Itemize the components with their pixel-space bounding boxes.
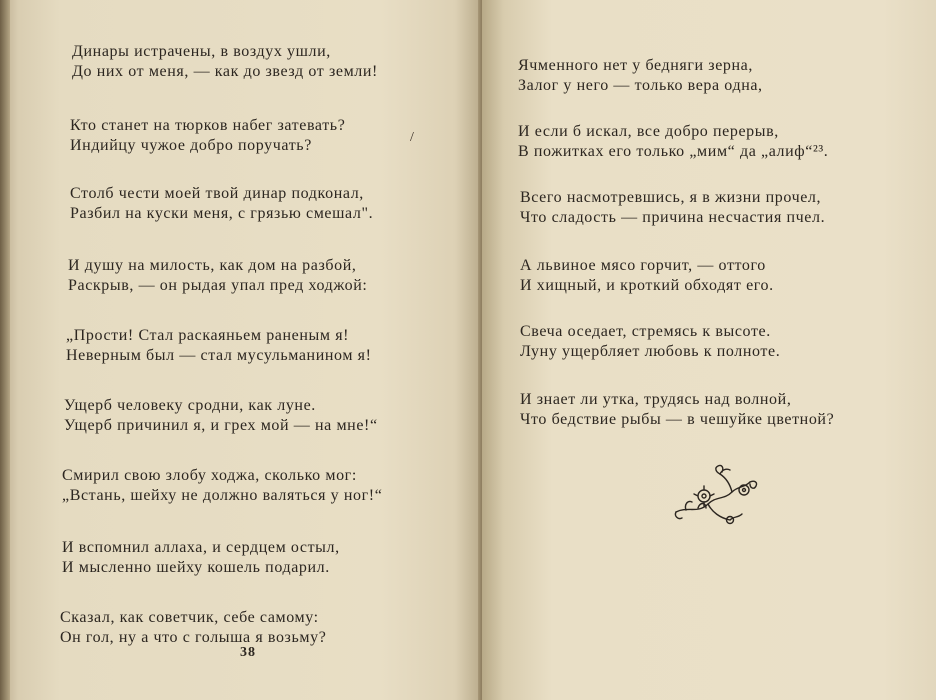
verse-line: Свеча оседает, стремясь к высоте.: [520, 323, 771, 340]
verse-line: Ущерб человеку сродни, как луне.: [64, 397, 316, 414]
stanza: [520, 390, 834, 430]
verse-line: Что сладость — причина несчастия пчел.: [520, 209, 826, 226]
verse-line: До них от меня, — как до звезд от земли!: [72, 63, 378, 80]
right-page: [482, 0, 936, 700]
verse-line: Индийцу чужое добро поручать?: [70, 137, 312, 154]
stanza: [70, 184, 373, 224]
stanza: [60, 608, 326, 648]
verse-line: Что бедствие рыбы — в чешуйке цветной?: [520, 411, 835, 428]
verse-line: Всего насмотревшись, я в жизни прочел,: [520, 189, 822, 206]
verse-line: Динары истрачены, в воздух ушли,: [72, 43, 331, 60]
page-edge: [0, 0, 10, 700]
verse-line: Раскрыв, — он рыдая упал пред ходжой:: [68, 277, 368, 294]
verse-line: И мысленно шейху кошель подарил.: [62, 559, 330, 576]
stanza: [66, 326, 372, 366]
verse-line: Сказал, как советчик, себе самому:: [60, 609, 319, 626]
verse-line: Он гол, ну а что с голыша я возьму?: [60, 629, 327, 646]
verse-line: Луну ущербляет любовь к полноте.: [520, 343, 781, 360]
verse-line: И хищный, и кроткий обходят его.: [520, 277, 774, 294]
verse-line: И вспомнил аллаха, и сердцем остыл,: [62, 539, 340, 556]
verse-line: Неверным был — стал мусульманином я!: [66, 347, 372, 364]
verse-line: „Встань, шейху не должно валяться у ног!“: [62, 487, 383, 504]
floral-vignette-icon: [672, 462, 762, 533]
page-number: 38: [240, 645, 256, 660]
stanza: [70, 116, 345, 156]
verse-line: Кто станет на тюрков набег затевать?: [70, 117, 346, 134]
stanza: [68, 256, 367, 296]
verse-line: А львиное мясо горчит, — оттого: [520, 257, 766, 274]
verse-line: И знает ли утка, трудясь над волной,: [520, 391, 792, 408]
verse-line: Залог у него — только вера одна,: [518, 77, 763, 94]
verse-line: И душу на милость, как дом на разбой,: [68, 257, 357, 274]
stanza: [520, 256, 774, 296]
stanza: [64, 396, 378, 436]
stray-mark: /: [410, 130, 414, 145]
verse-line: Ущерб причинил я, и грех мой — на мне!“: [64, 417, 378, 434]
stanza: [62, 538, 340, 578]
verse-line: И если б искал, все добро перерыв,: [518, 123, 779, 140]
stanza: [520, 188, 825, 228]
stanza: [518, 56, 763, 96]
stanza: [62, 466, 382, 506]
verse-line: „Прости! Стал раскаяньем раненым я!: [66, 327, 350, 344]
stanza: [518, 122, 828, 162]
verse-line: Ячменного нет у бедняги зерна,: [518, 57, 753, 74]
verse-line: Столб чести моей твой динар подконал,: [70, 185, 364, 202]
verse-line: Смирил свою злобу ходжа, сколько мог:: [62, 467, 357, 484]
stanza: [520, 322, 780, 362]
verse-line: Разбил на куски меня, с грязью смешал".: [70, 205, 374, 222]
stanza: [72, 42, 378, 82]
verse-line: В пожитках его только „мим“ да „алиф“²³.: [518, 143, 829, 160]
